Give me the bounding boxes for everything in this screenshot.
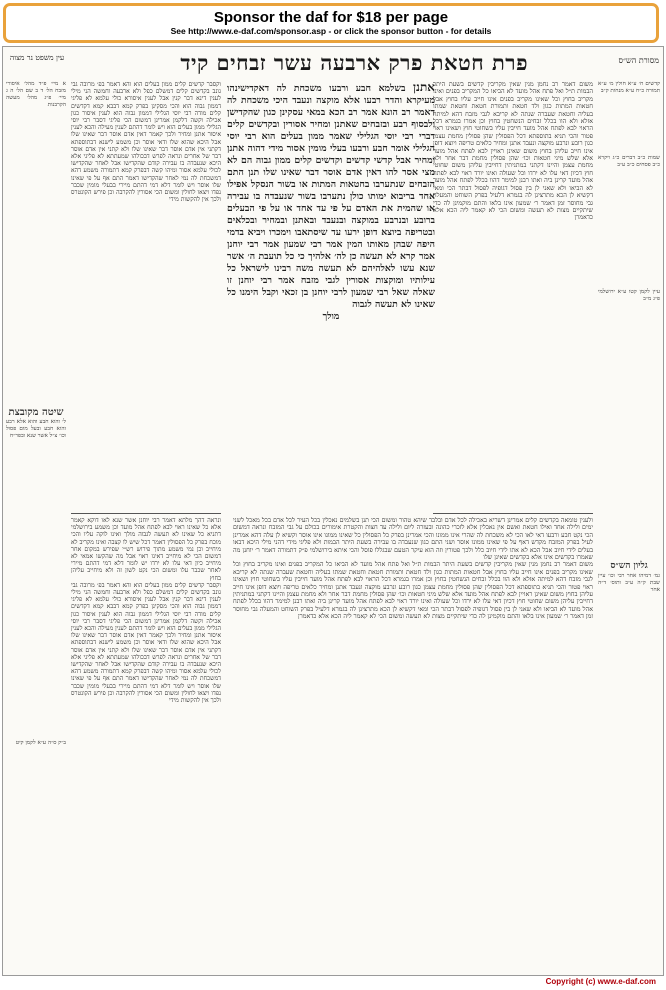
gemara-column <box>227 81 435 591</box>
margin-note: שמות כ״ב דברים כ״ג ויקרא כ״ב פסחים כ״ב ע״ב <box>598 155 660 168</box>
rashi-lower-column <box>233 517 593 962</box>
margin-note: עיין לקמן קטו ע״א ירושלמי פ״ג מ״ב <box>598 289 660 302</box>
copyright-notice[interactable]: Copyright (c) www.e-daf.com <box>545 977 656 986</box>
gemara-tail: מולך <box>322 311 340 322</box>
margin-note: קדשים ח׳ ע״א חולין מ׳ ע״א תמורה כ״ח ע״א מנחות ק״ב <box>598 81 660 94</box>
gilyon-hashas-title: גליון הש״ס <box>610 561 648 571</box>
tosafot-lower-column <box>71 517 221 962</box>
margin-note: א מיי׳ פ״ד מהל׳ איסורי מזבח הל׳ ד ב שם הל׳ ה ג מיי׳ פ״ג מהל׳ מעשה הקרבנות <box>6 81 66 108</box>
tosafot-text: וקסבר קדשים קלים ממון בעלים הוא והא דאמר בפ׳ מרובה גבי גונב בקדשים קלים דמשלם כפל ולא ארבעה וחמשה הני מילי לענין דינא דבר קנין אבל לענין איסורא כולי עלמא לא פליגי דממון גבוה הוא והכי מסקינן בפרק קמא דבבא קמא דקדשים קלים מודה רבי יוסי הגלילי דממון גבוה הוא לענין איסור כגון אכילה וקשה דלקמן אמרינן דמשום הכי פליגי דסבר רבי יוסי הגלילי ממון בעלים הוא ויש לומר דהתם לענין מעילה והכא לענין איסור אתנן ומחיר ולכך קאמר דאין אדם אוסר דבר שאינו שלו אבל היכא שהוא שלו ודאי אוסר וכן משמע לישנא דבתוספתא דקתני אין אדם אוסר דבר שאינו שלו ולא קתני אין אדם אוסר דבר של אחרים ונראה לפרש דבכולהו שמעתתא לא פליגי אלא היכא שנעבדה בו עבירה קודם שהקדישו אבל לאחר שהקדישו לכולי עלמא אסור ומיהו קשה דבפרק קמא דתמורה משמע דהא דמשכחת לה נמי לאחר שהקדישו דאמר התם אף על פי שאינו שלו אוסר ויש לומר דלא דמי דהתם מיירי בבעלי מומין שכבר נפדו ויצאו לחולין ומשום הכי אסורין להקרבה וכן פירש הקונטרס ולכך אין להקשות מידי <box>71 81 221 204</box>
rashi-lower-text: משום דאמר רב נחמן מנין שאין מקריבין קדשים בשעת היתר הבמות ת״ל ואל פתח אהל מועד לא הביאו כל המקריב בפנים ואינו מקריב בחוץ וכל שאינו מקריב בפנים אינו חייב עליו בחוץ אבל חטאות המתות כגון ולד חטאת ותמורת חטאת וחטאת שמתו בעליה וחטאת שעברה שנתה לא קריבא לגבי מזבח דהא למיתה אזלא ולא הוו בכלל זבחים הנשחטין בחוץ וכן אמרו בגמרא דכל הראוי לבא לפתח אהל מועד חייבין עליו בשחוטי חוץ ושאינו ראוי פטור והכי תניא בתוספתא דכל הפסולין שהן פסולין מחמת עצמן כגון רובע ונרבע מוקצה ונעבד אתנן ומחיר כלאים טריפה ויוצא דופן אינו חייב עליהן בחוץ משום שאינן ראויין לבא לפתח אהל מועד אלא שלש מיני חטאות וכו׳ שהן פסולין מחמת דבר אחר ולא מחמת עצמן והיינו דקתני במתניתין דחייבין עליהן משום שחוטי חוץ דכיון דאי עלו לא ירדו וכל שעולה ואינו יורד ראוי לבא לפתח אהל מועד קרינן ביה ואתו רבנן למימר דהוו בכלל לפתח אהל מועד לא הביאו ולא שאני לן בין פסול דגופיה לפסול דבתר הכי ומאי דקשיא לן הכא מתרצינן לה בגמרא דלעיל בפרק השוחט והמעלה גבי מחוסר זמן דאמר ר׳ שמעון אינו בלאו והתם מוקמינן לה כדי שיתקיים מצות לא תעשה ומשום הכי לא קאמר ליה הכא אלא כדאמרן <box>233 561 593 621</box>
masoret-hashas-heading: מסורת הש״ס <box>618 56 659 65</box>
page-header <box>3 47 663 77</box>
tosafot-column <box>71 81 221 511</box>
shita-mekubetzet-title: שיטה מקובצת <box>8 407 64 418</box>
gemara-opening-word: אתנן <box>413 81 435 94</box>
ein-mishpat-heading: עין משפט נר מצוה <box>9 53 65 62</box>
rashi-column <box>433 81 593 511</box>
tosafot-lower-text: וקסבר קדשים קלים ממון בעלים הוא והא דאמר בפ׳ מרובה גבי גונב בקדשים קלים דמשלם כפל ולא ארבעה וחמשה הני מילי לענין דינא דבר קנין אבל לענין איסורא כולי עלמא לא פליגי דממון גבוה הוא והכי מסקינן בפרק קמא דבבא קמא דקדשים קלים מודה רבי יוסי הגלילי דממון גבוה הוא לענין איסור כגון אכילה וקשה דלקמן אמרינן דמשום הכי פליגי דסבר רבי יוסי הגלילי ממון בעלים הוא ויש לומר דהתם לענין מעילה והכא לענין איסור אתנן ומחיר ולכך קאמר דאין אדם אוסר דבר שאינו שלו אבל היכא שהוא שלו ודאי אוסר וכן משמע לישנא דבתוספתא דקתני אין אדם אוסר דבר שאינו שלו ולא קתני אין אדם אוסר דבר של אחרים ונראה לפרש דבכולהו שמעתתא לא פליגי אלא היכא שנעבדה בו עבירה קודם שהקדישו אבל לאחר שהקדישו לכולי עלמא אסור ומיהו קשה דבפרק קמא דתמורה משמע דהא דמשכחת לה נמי לאחר שהקדישו דאמר התם אף על פי שאינו שלו אוסר ויש לומר דלא דמי דהתם מיירי בבעלי מומין שכבר נפדו ויצאו לחולין ומשום הכי אסורין להקרבה וכן פירש הקונטרס ולכך אין להקשות מידי <box>71 581 221 705</box>
rashi-lower-text: ולענין טומאה בקדשים קלים אמרינן דשריא באכילה לכל אדם ובלבד שיהא טהור ומשום הכי תנן בשלמים נאכלין בכל העיר לכל אדם בכל מאכל לשני ימים ולילה אחד ואילו חטאת ואשם אין נאכלין אלא לזכרי כהונה ובעזרה ליום ולילה עד חצות והקטרת אימורים בכולם על גבי המזבח ונראה דמשום הכי נקט חבע ורבעו דאי לאו הכי לא משכחת לה שהרי אינו ממונו והכי אמרינן בפרק כל הפסולין כל שאינו ממונו אינו אוסר וקשיא לן עלה דהא אמרינן לעיל בפרק המזבח מקדש דאף על פי שאינו ממונו אוסר ושני התם כגון שנעבדה בו עבירה בשעת היתר הבמות ולא פליגי מידי דהני מילי היכא דבאו בעלים לידי חיוב אבל הכא לא אתו לידי חיוב כלל ולכך פטורין וזה הוא עיקר הטעם שבגללו פוסל והכי איתא בירושלמי פ״ק דתמורה דאמר ר׳ יוחנן מה שאמרו בקדשים אינו אלא בקדשים שאינן שלו <box>233 517 593 562</box>
ein-mishpat-column <box>6 81 66 961</box>
sponsor-title[interactable]: Sponsor the daf for $18 per page <box>213 9 449 26</box>
shita-mekubetzet-text: ל׳ והוא חבע והוא אלא רבע והוא חבע ובעל מום פסול וכו׳ צ״ל אשר שנא ובפר״ח <box>6 419 66 439</box>
sponsor-subtitle[interactable]: See http://www.e-daf.com/sponsor.asp - or click the sponsor button - for details <box>170 26 492 36</box>
talmud-page <box>2 46 664 976</box>
separator-line <box>433 513 593 514</box>
gemara-text: בשלמא חבע ורבעו משכחת לה דאקדישינהו מעיקרא והדר רבעו אלא מוקצה ונעבד היכי משכחת לה דאמר רב הונא אמר רב הכא במאי עסקינן כגון שהקדישן ולבסוף רבע ובזבחים שאתנן ומחיר אסורין ובקדשים קלים דברי רבי יוסי הגלילי שאמר ממון בעלים הוא רבי יוסי הגלילי אומר חבע ורבעו בעלי מומין אסור מידי דהוה אתנן ומחיר אבל קדשי קדשים וקדשים קלים ממון גבוה הם לא מצי אסר להו דאין אדם אוסר דבר שאינו שלו תנן התם הזבחים שנתערבו בחטאות המתות או בשור הנסקל אפילו אחד בריבוא ימותו כולן נתערבו בשור שנעבדה בו עבירה או שהמית את האדם על פי עד אחד או על פי הבעלים ברובע ובנרבע במוקצה ובנעבד ובאתנן ובמחיר ובכלאים ובטריפה ביוצא דופן ירעו עד שיסתאבו וימכרו ויביא בדמי היפה שבהן מאותו המין אמר רבי שמעון אמר רבי יוחנן אמר קרא לא תעשה כן לה׳ אלהיך כי כל תועבת ה׳ אשר שנא עשו לאלהיהם לא תעשה משה רבינו לישראל כל עילותיו ומוקצות אסורין לגבי מזבח אמר רבי יוחנן זו שאלה שאל רבי שמעון לרבי יוחנן בן זכאי וקבל הימנו כל שאינו לא תעשה לגבוה <box>227 83 435 310</box>
separator-line <box>71 513 221 514</box>
masoret-hashas-column <box>598 81 660 961</box>
gilyon-hashas-text: גמ׳ דמיהו אחר רבי וכו׳ עיין שבת ק״ה ע״ב ותוס׳ ד״ה אחר <box>598 573 660 593</box>
sponsor-banner[interactable] <box>3 3 659 43</box>
perek-title: פרת חטאת פרק ארבעה עשר זבחים קיד <box>180 50 528 75</box>
tosafot-lower-text: ונראה דהך מלתא דאמר רבי יוחנן אשר שנא לאו דוקא קאמר אלא כל שאינו ראוי לבא לפתח אהל מועד וכן משמע בירושלמי דתניא כל שאינו לא תעשה לגבוה מולך ואינו לוקה עליו והכי מוכח בפרק כל הפסולין דאמר דכל שיש לו קצבה ואינו מקריב לא מיחייב וכן נמי משמע מתוך פירוש רש״י שפירש במקום אחר דמשום הכי לא מיחייב דאינו ראוי אבל מה שהקשו אמאי לא מיחייב כיון דאי עלו לא ירדו יש לומר דלא דמי דהתם מיירי לאחר שכבר עלו ומשום הכי נקט לשון זה ולא מיחייב עליהן בחוץ <box>71 517 221 582</box>
margin-note: ב״ק ס״ה ע״א לקמן קיט <box>15 740 66 746</box>
rashi-text: משום דאמר רב נחמן מנין שאין מקריבין קדשים בשעת היתר הבמות ת״ל ואל פתח אהל מועד לא הביאו כל המקריב בפנים ואינו מקריב בחוץ וכל שאינו מקריב בפנים אינו חייב עליו בחוץ אבל חטאות המתות כגון ולד חטאת ותמורת חטאת וחטאת שמתו בעליה וחטאת שעברה שנתה לא קריבא לגבי מזבח דהא למיתה אזלא ולא הוו בכלל זבחים הנשחטין בחוץ וכן אמרו בגמרא דכל הראוי לבא לפתח אהל מועד חייבין עליו בשחוטי חוץ ושאינו ראוי פטור והכי תניא בתוספתא דכל הפסולין שהן פסולין מחמת עצמן כגון רובע ונרבע מוקצה ונעבד אתנן ומחיר כלאים טריפה ויוצא דופן אינו חייב עליהן בחוץ משום שאינן ראויין לבא לפתח אהל מועד אלא שלש מיני חטאות וכו׳ שהן פסולין מחמת דבר אחר ולא מחמת עצמן והיינו דקתני במתניתין דחייבין עליהן משום שחוטי חוץ דכיון דאי עלו לא ירדו וכל שעולה ואינו יורד ראוי לבא לפתח אהל מועד קרינן ביה ואתו רבנן למימר דהוו בכלל לפתח אהל מועד לא הביאו ולא שאני לן בין פסול דגופיה לפסול דבתר הכי ומאי דקשיא לן הכא מתרצינן לה בגמרא דלעיל בפרק השוחט והמעלה גבי מחוסר זמן דאמר ר׳ שמעון אינו בלאו והתם מוקמינן לה כדי שיתקיים מצות לא תעשה ומשום הכי לא קאמר ליה הכא אלא כדאמרן <box>433 81 593 222</box>
